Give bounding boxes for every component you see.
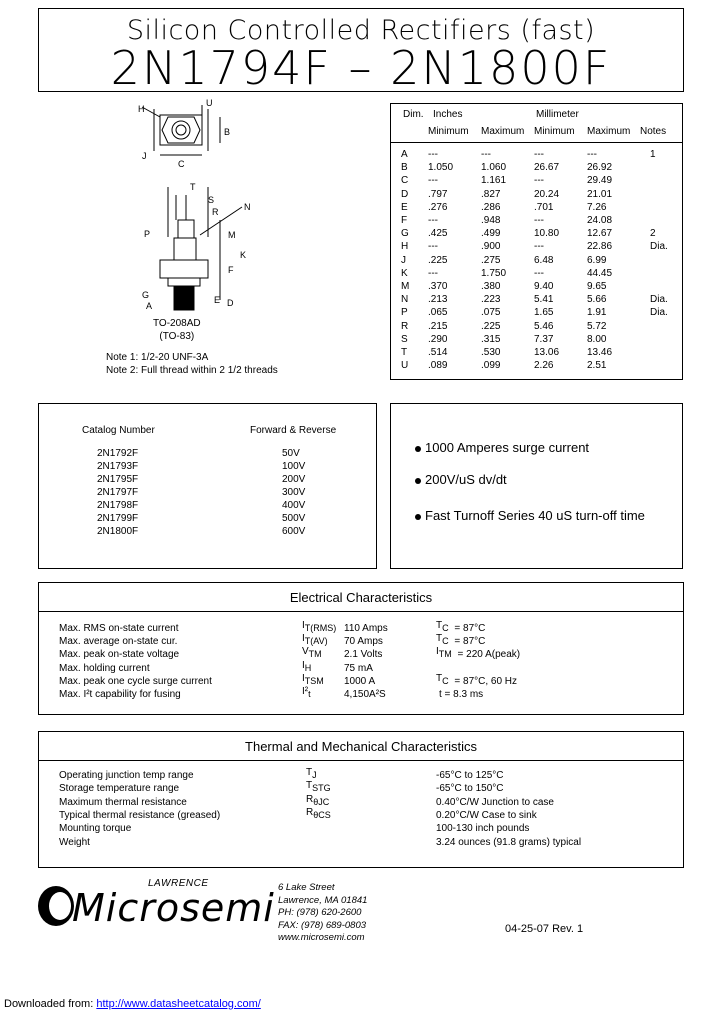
label-j: J (142, 151, 147, 161)
dim-row-p (391, 307, 682, 320)
catalog-table (38, 403, 377, 569)
catalog-row (39, 526, 376, 539)
symbol-main: R (306, 793, 314, 805)
symbol-main: V (302, 646, 309, 658)
label-k: K (240, 250, 247, 260)
condition-text: = 87°C (451, 636, 486, 648)
symbol-sub: T(RMS) (304, 623, 337, 633)
label-f: F (228, 265, 234, 275)
condition (436, 646, 521, 661)
microsemi-logo-icon (36, 884, 76, 928)
condition-text: = 220 A(peak) (454, 649, 521, 661)
param-value: -65°C to 125°C (436, 770, 504, 781)
dim-letter: E (401, 201, 408, 213)
catalog-number: 2N1793F (97, 461, 139, 472)
catalog-number: 2N1797F (97, 487, 139, 498)
dim-row-j (391, 255, 682, 268)
param-value: 110 Amps (344, 623, 388, 634)
note-1: Note 1: 1/2-20 UNF-3A (106, 352, 209, 363)
dim-value: .370 (428, 281, 448, 292)
dim-letter: K (401, 267, 408, 279)
dim-letter: U (401, 360, 409, 372)
dim-value: --- (534, 149, 544, 160)
dim-row-e (391, 202, 682, 215)
param-value: -65°C to 150°C (436, 783, 504, 795)
download-footer (4, 998, 261, 1010)
label-h: H (138, 104, 145, 114)
label-n: N (244, 202, 251, 212)
package-label (153, 317, 201, 343)
dim-row-t (391, 347, 682, 360)
label-b: B (224, 127, 231, 137)
symbol-sub: TSM (304, 675, 324, 686)
dim-value: .315 (481, 333, 501, 345)
dim-value: .276 (428, 201, 448, 213)
symbol-sub: H (304, 662, 312, 673)
dim-letter: H (401, 241, 409, 253)
param-value: 3.24 ounces (91.8 grams) typical (436, 836, 582, 848)
catalog-row (39, 448, 376, 461)
dim-value: .089 (428, 360, 448, 372)
dim-value: 22.86 (587, 241, 613, 253)
dim-col-in-min: Minimum (428, 126, 469, 137)
dim-row-c (391, 175, 682, 188)
thermal-row (39, 837, 683, 850)
condition (436, 672, 518, 687)
param-symbol (302, 659, 312, 674)
dim-value: --- (428, 149, 438, 160)
catalog-voltage: 600V (282, 526, 306, 537)
dim-value: 13.06 (534, 347, 560, 358)
company-small-name: LAWRENCE (148, 878, 209, 889)
dim-value: --- (428, 241, 438, 253)
features-box (390, 403, 683, 569)
dim-value: 1 (650, 149, 656, 160)
label-t: T (190, 182, 196, 192)
catalog-row (39, 474, 376, 487)
dim-value: .514 (428, 347, 448, 358)
param-label: Typical thermal resistance (greased) (59, 809, 221, 821)
param-value: 1000 A (344, 675, 376, 687)
catalog-header (39, 425, 376, 438)
condition-symbol: T (436, 633, 443, 645)
catalog-row (39, 461, 376, 474)
dim-value: 9.40 (534, 281, 554, 292)
dim-value: 10.80 (534, 228, 560, 240)
dim-divider (391, 142, 682, 143)
label-a: A (146, 301, 153, 311)
dim-value: 8.00 (587, 333, 607, 345)
condition (436, 633, 486, 648)
param-label: Max. average on-state cur. (59, 636, 178, 648)
symbol-main: R (306, 806, 314, 818)
dim-value: --- (534, 175, 544, 187)
dim-value: Dia. (650, 294, 668, 306)
dim-value: .213 (428, 294, 448, 306)
catalog-number: 2N1792F (97, 448, 139, 459)
symbol-main: I (302, 620, 305, 631)
param-value: 100-130 inch pounds (436, 823, 530, 835)
feature-item: 1000 Amperes surge current (415, 440, 589, 455)
dim-letter: A (401, 149, 408, 160)
dim-value: Dia. (650, 307, 668, 319)
download-link[interactable]: http://www.datasheetcatalog.com/ (96, 998, 261, 1010)
catalog-number: 2N1799F (97, 513, 139, 524)
dim-value: 1.060 (481, 162, 507, 174)
condition-symbol: T (436, 672, 443, 684)
catalog-header-number: Catalog Number (82, 425, 155, 436)
thermal-divider (39, 760, 683, 761)
dim-value: .225 (481, 320, 501, 332)
symbol-sub: J (312, 770, 317, 780)
symbol-main: T (306, 767, 313, 778)
dim-letter: R (401, 320, 409, 332)
dim-value: 5.41 (534, 294, 554, 306)
company-address (278, 882, 367, 945)
dim-value: --- (534, 267, 544, 279)
bullet-icon (415, 514, 421, 520)
catalog-voltage: 300V (282, 487, 306, 498)
dim-value: 1.750 (481, 267, 507, 279)
electrical-row (39, 646, 683, 662)
thermal-row (39, 793, 683, 810)
label-c: C (178, 159, 185, 169)
label-u: U (206, 98, 213, 108)
dim-value: .827 (481, 188, 501, 200)
condition-symbol: T (436, 620, 443, 631)
param-label: Storage temperature range (59, 783, 180, 795)
param-symbol (306, 793, 330, 808)
dim-col-notes: Notes (640, 126, 667, 137)
thermal-row (39, 767, 683, 783)
dim-value: 20.24 (534, 188, 560, 200)
param-label: Max. holding current (59, 662, 150, 674)
dimension-table (390, 103, 683, 380)
label-s: S (208, 195, 215, 205)
electrical-row (39, 633, 683, 649)
param-label: Max. peak one cycle surge current (59, 675, 212, 687)
dim-value: 1.161 (481, 175, 507, 187)
condition-sub: C (442, 636, 449, 647)
address-line: Lawrence, MA 01841 (278, 894, 368, 906)
dim-value: 7.37 (534, 333, 554, 345)
thermal-row (39, 780, 683, 796)
feature-item: Fast Turnoff Series 40 uS turn-off time (415, 508, 645, 523)
company-logo (36, 878, 275, 938)
dim-value: 24.08 (587, 215, 613, 226)
param-value: 2.1 Volts (344, 649, 383, 661)
symbol-main: I (302, 659, 305, 671)
address-phone: PH: (978) 620-2600 (278, 907, 362, 918)
param-symbol (306, 806, 331, 821)
label-p: P (144, 229, 151, 239)
dim-row-d (391, 189, 682, 202)
dim-value: .380 (481, 281, 501, 292)
dim-value: 5.66 (587, 294, 607, 306)
dim-value: 2.26 (534, 360, 554, 372)
catalog-voltage: 50V (282, 448, 300, 459)
dim-value: 2.51 (587, 360, 607, 372)
dim-value: .290 (428, 333, 448, 345)
dim-value: --- (534, 215, 544, 226)
dim-value: .701 (534, 201, 554, 213)
dim-value: --- (534, 241, 544, 253)
symbol-sub: T(AV) (304, 636, 328, 647)
dim-value: .215 (428, 320, 448, 332)
address-fax: FAX: (978) 689-0803 (278, 919, 367, 931)
param-value: 70 Amps (344, 636, 383, 648)
dim-letter: T (401, 347, 408, 358)
title-box (38, 8, 684, 95)
dim-value: 2 (650, 228, 656, 240)
dim-letter: B (401, 162, 408, 174)
dim-row-f (391, 215, 682, 228)
dim-value: 13.46 (587, 347, 613, 358)
condition-text: = 87°C (451, 623, 486, 634)
symbol-main: I (302, 633, 305, 645)
dim-value: --- (428, 215, 438, 226)
dim-row-k (391, 268, 682, 281)
catalog-voltage: 100V (282, 461, 306, 472)
dim-letter: G (401, 228, 409, 240)
thermal-row (39, 823, 683, 836)
dim-col-mm-min: Minimum (534, 126, 575, 137)
catalog-voltage: 400V (282, 500, 306, 511)
param-symbol (302, 646, 322, 660)
catalog-row (39, 500, 376, 513)
package-top-view (142, 105, 220, 155)
dim-value: 26.67 (534, 162, 560, 174)
param-label: Maximum thermal resistance (59, 796, 187, 808)
condition-symbol: I (436, 646, 439, 658)
electrical-divider (39, 611, 683, 612)
dim-value: .499 (481, 228, 501, 240)
dim-row-g (391, 228, 682, 241)
dim-value: 26.92 (587, 162, 613, 174)
dim-value: .075 (481, 307, 501, 319)
electrical-title: Electrical Characteristics (289, 590, 433, 605)
package-alt-name: (TO-83) (159, 331, 195, 342)
dim-row-h (391, 241, 682, 254)
param-symbol (306, 780, 331, 794)
dim-letter: P (401, 307, 408, 319)
dim-value: 1.65 (534, 307, 554, 319)
bullet-icon (415, 478, 421, 484)
package-side-view (160, 187, 242, 310)
dim-row-u (391, 360, 682, 373)
dim-value: 44.45 (587, 267, 613, 279)
param-label: Weight (59, 836, 90, 848)
dim-value: .530 (481, 347, 501, 358)
catalog-number: 2N1800F (97, 526, 139, 537)
dim-header-row-2 (391, 126, 682, 139)
condition (436, 620, 486, 634)
dim-value: 6.48 (534, 254, 554, 266)
dim-value: 29.49 (587, 175, 613, 187)
company-name: Microsemi (72, 886, 275, 930)
param-label: Mounting torque (59, 823, 132, 835)
dim-col-mm-max: Maximum (587, 126, 631, 137)
dim-value: .223 (481, 294, 501, 306)
dim-letter: C (401, 175, 409, 187)
dim-value: .900 (481, 241, 501, 253)
dim-value: 1.91 (587, 307, 607, 319)
electrical-row (39, 659, 683, 676)
dim-row-n (391, 294, 682, 307)
dim-col-in-max: Maximum (481, 126, 525, 137)
part-range-title: 2N1794F – 2N1800F (110, 41, 612, 95)
dim-letter: N (401, 294, 409, 306)
symbol-sub: STG (312, 783, 331, 794)
bullet-icon (415, 446, 421, 452)
dim-value: --- (428, 267, 438, 279)
revision-date: 04-25-07 Rev. 1 (505, 923, 584, 935)
dim-value: .065 (428, 307, 448, 319)
label-e: E (214, 295, 221, 305)
condition-sub: TM (438, 649, 452, 660)
param-symbol (302, 686, 311, 700)
param-label: Max. I²t capability for fusing (59, 689, 181, 700)
dim-header-inches: Inches (433, 109, 463, 120)
dim-header-mm: Millimeter (536, 109, 579, 120)
dim-letter: M (401, 281, 410, 292)
package-drawing (120, 95, 260, 315)
thermal-title: Thermal and Mechanical Characteristics (245, 739, 477, 754)
label-d: D (227, 298, 234, 308)
catalog-number: 2N1795F (97, 474, 139, 485)
dim-value: 12.67 (587, 228, 613, 240)
electrical-row (39, 672, 683, 689)
dim-value: --- (481, 149, 491, 160)
title-subtitle: Silicon Controlled Rectifiers (fast) (126, 15, 596, 46)
dim-value: 9.65 (587, 281, 607, 292)
param-label: Max. peak on-state voltage (59, 649, 180, 661)
address-website: www.microsemi.com (278, 932, 365, 943)
param-value: 0.40°C/W Junction to case (436, 796, 554, 808)
address-line: 6 Lake Street (278, 882, 335, 893)
param-value: 75 mA (344, 662, 373, 674)
param-value: 0.20°C/W Case to sink (436, 809, 537, 821)
label-m: M (228, 230, 236, 240)
dim-row-b (391, 162, 682, 175)
package-name: TO-208AD (153, 318, 201, 329)
condition-sub: C (442, 623, 449, 633)
dim-row-r (391, 321, 682, 334)
thermal-characteristics (38, 731, 684, 868)
dim-header-dim: Dim. (403, 109, 424, 120)
symbol-sub: θCS (313, 809, 331, 820)
symbol-sub: TM (308, 649, 322, 660)
dim-header-row-1 (391, 109, 682, 122)
dim-letter: J (401, 254, 406, 266)
dim-value: .948 (481, 215, 501, 226)
dim-value: 7.26 (587, 201, 607, 213)
dim-value: --- (587, 149, 597, 160)
dim-letter: F (401, 215, 408, 226)
condition-text: = 87°C, 60 Hz (451, 675, 518, 687)
dim-value: .286 (481, 201, 501, 213)
electrical-row (39, 620, 683, 636)
dim-letter: S (401, 333, 408, 345)
catalog-row (39, 513, 376, 526)
param-value: 4,150A²S (344, 689, 386, 700)
catalog-header-voltage: Forward & Reverse (250, 425, 337, 436)
condition-sub: C (442, 675, 449, 686)
dim-row-s (391, 334, 682, 347)
symbol-main: T (306, 780, 313, 792)
dim-letter: D (401, 188, 409, 200)
param-symbol (302, 620, 337, 634)
symbol-sub: θJC (313, 796, 330, 807)
dim-value: --- (428, 175, 438, 187)
catalog-number: 2N1798F (97, 500, 139, 511)
dim-value: 1.050 (428, 162, 454, 174)
catalog-row (39, 487, 376, 500)
condition-text: t = 8.3 ms (439, 689, 484, 700)
thermal-row (39, 806, 683, 823)
dim-value: 5.46 (534, 320, 554, 332)
dim-value: .099 (481, 360, 501, 372)
dim-value: .797 (428, 188, 448, 200)
dim-row-m (391, 281, 682, 294)
catalog-voltage: 200V (282, 474, 306, 485)
label-r: R (212, 207, 219, 217)
note-2: Note 2: Full thread within 2 1/2 threads (106, 365, 278, 376)
label-g: G (142, 290, 150, 300)
dim-row-a (391, 149, 682, 162)
download-label: Downloaded from: (4, 998, 94, 1010)
symbol-main: I (302, 672, 305, 684)
dim-value: Dia. (650, 241, 668, 253)
notes (106, 351, 278, 377)
condition (436, 689, 483, 700)
dim-value: .425 (428, 228, 448, 240)
symbol-main: I² (302, 686, 309, 697)
dim-value: 5.72 (587, 320, 607, 332)
dim-value: 6.99 (587, 254, 607, 266)
feature-item: 200V/uS dv/dt (415, 472, 507, 487)
electrical-row (39, 686, 683, 702)
dim-value: .275 (481, 254, 501, 266)
param-label: Operating junction temp range (59, 770, 194, 781)
dim-value: 21.01 (587, 188, 613, 200)
electrical-characteristics (38, 582, 684, 715)
symbol-sub: t (308, 689, 311, 699)
catalog-voltage: 500V (282, 513, 306, 524)
dim-value: .225 (428, 254, 448, 266)
param-label: Max. RMS on-state current (59, 623, 179, 634)
